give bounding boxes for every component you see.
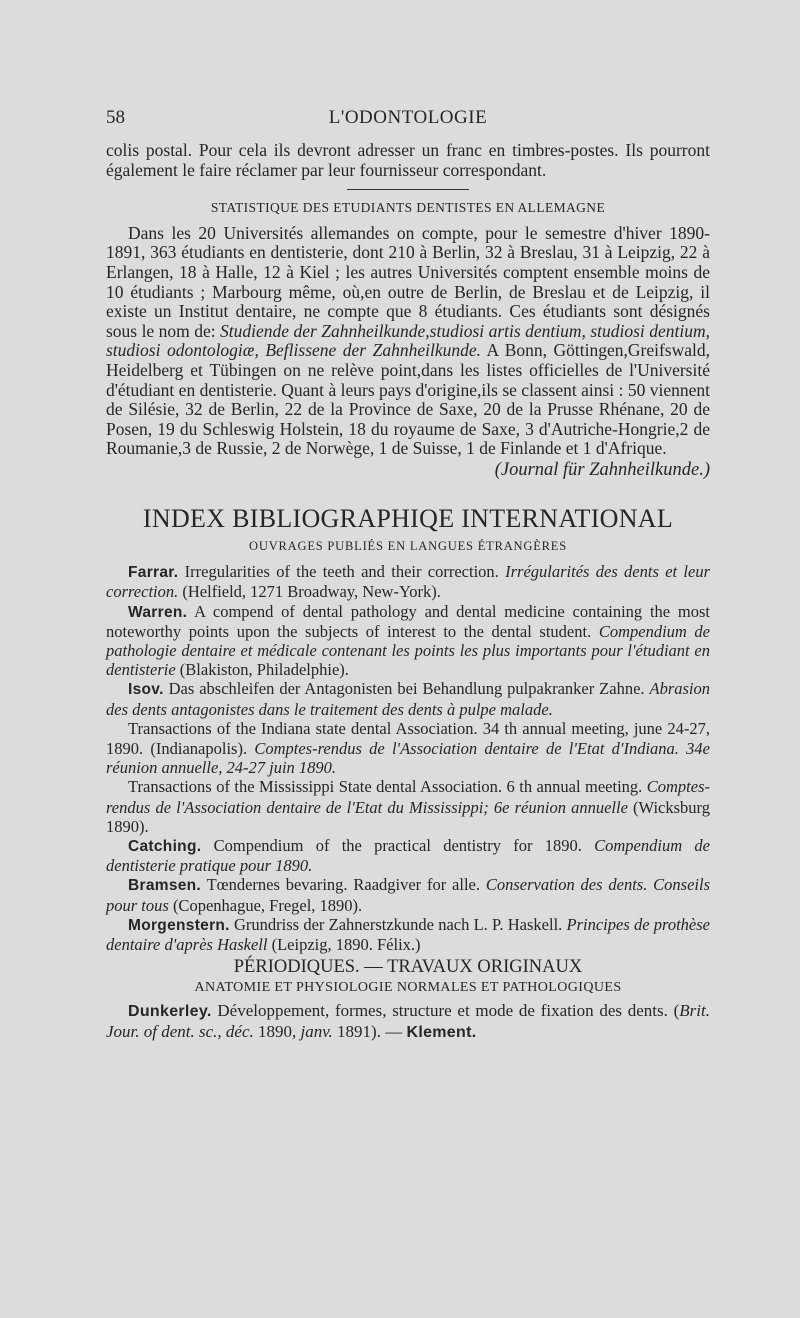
opening-paragraph: colis postal. Pour cela ils devront adresser un franc en timbres-postes. Ils pourront également le faire réclamer par leur fournisseur correspondant. bbox=[106, 140, 710, 180]
entry-author: Isov. bbox=[128, 681, 164, 699]
entry-french-title: Comptes-rendus de l'Association dentaire de l'Etat d'Indiana. 34e réunion annuelle, 24-27 juin 1890. bbox=[106, 738, 710, 778]
periodiques-subtitle: ANATOMIE ET PHYSIOLOGIE NORMALES ET PATHOLOGIQUES bbox=[194, 979, 622, 995]
entry-publisher: (Leipzig, 1890. Félix.) bbox=[267, 934, 421, 954]
entry-author: Bramsen. bbox=[128, 877, 202, 895]
bibliography-entry-bramsen bbox=[106, 875, 710, 914]
entry-date-month: janv. bbox=[300, 1021, 333, 1041]
entry-author: Farrar. bbox=[128, 564, 179, 582]
entry-date: 1890, bbox=[253, 1021, 301, 1041]
page-content bbox=[106, 141, 710, 1042]
entry-french-title: Principes de prothèse dentaire d'après Haskell bbox=[106, 914, 710, 954]
statistique-source: (Journal für Zahnheilkunde.) bbox=[494, 459, 710, 480]
page-header bbox=[106, 107, 710, 133]
entry-french-title: Conservation des dents. Conseils pour tous bbox=[106, 875, 710, 915]
entry-title: Irregularities of the teeth and their correction. bbox=[178, 562, 506, 582]
bibliography-entry-isov bbox=[106, 679, 710, 718]
entry-publisher: (Copenhague, Fregel, 1890). bbox=[168, 895, 363, 915]
entry-title: Tœndernes bevaring. Raadgiver for alle. bbox=[201, 875, 486, 895]
entry-journal: Brit. Jour. of dent. sc., déc. bbox=[106, 1001, 710, 1041]
entry-title: Transactions of the Indiana state dental Association. 34 th annual meeting, june 24-27, 1890. (Indianapolis). bbox=[106, 718, 710, 758]
entry-title: Grundriss der Zahnerstzkunde nach L. P. Haskell. bbox=[229, 914, 567, 934]
entry-title: Das abschleifen der Antagonisten bei Behandlung pulpakranker Zahne. bbox=[163, 679, 650, 699]
entry-author: Warren. bbox=[128, 603, 188, 621]
entry-title: Transactions of the Mississippi State dental Association. 6 th annual meeting. bbox=[128, 777, 647, 797]
entry-french-title: Comptes-rendus de l'Association dentaire de l'Etat du Mississippi; 6e réunion annuelle bbox=[106, 777, 710, 817]
statistique-text-1: Dans les 20 Universités allemandes on compte, pour le semestre d'hiver 1890-1891, 363 étudiants en dentisterie, dont 210 à Berlin, 32 à Breslau, 31 à Leipzig, 22 à Erlangen, 18 à Halle, 12 à Kiel ; les autres Universités comptent ensemble moins de 10 étudiants ; Marbourg même, où,en outre de Berlin, de Breslau et de Leipzig, il existe un Institut dentaire, ne compte que 8 étudiants. Ces étudiants sont désignés sous le nom de: bbox=[106, 222, 710, 341]
entry-french-title: Compendium de dentisterie pratique pour 1890. bbox=[106, 835, 710, 876]
entry-publisher: (Wicksburg 1890). bbox=[106, 797, 710, 836]
index-title: INDEX BIBLIOGRAPHIQE INTERNATIONAL bbox=[142, 503, 674, 533]
periodique-entry-dunkerley bbox=[106, 1001, 710, 1041]
bibliography-entry-morgenstern bbox=[106, 915, 710, 954]
entry-text: Développement, formes, structure et mode de fixation des dents. ( bbox=[211, 1001, 680, 1021]
entry-author: Catching. bbox=[128, 837, 202, 855]
entry-end: 1891). — bbox=[332, 1021, 407, 1041]
index-subtitle: OUVRAGES PUBLIÉS EN LANGUES ÉTRANGÈRES bbox=[249, 538, 567, 553]
bibliography-entry-mississippi bbox=[106, 777, 710, 836]
periodiques-title: PÉRIODIQUES. — TRAVAUX ORIGINAUX bbox=[233, 957, 583, 978]
section-divider bbox=[347, 189, 469, 190]
page-number: 58 bbox=[106, 107, 125, 128]
bibliography-entry-catching bbox=[106, 836, 710, 875]
bibliography-list bbox=[106, 562, 710, 954]
bibliography-entry-indiana bbox=[106, 719, 710, 778]
statistique-text-2: A Bonn, Göttingen,Greifswald, Heidelberg et Tübingen on ne relève point,dans les listes officielles de l'Université d'étudiant en dentisterie. Quant à leurs pays d'origine,ils se classent ainsi : 50 viennent de Silésie, 32 de Berlin, 22 de la Province de Saxe, 20 de la Prusse Rhénane, 20 de Posen, 19 du Schleswig Holstein, 18 du royaume de Saxe, 3 d'Autriche-Hongrie,2 de Roumanie,3 de Russie, 2 de Norwège, 1 de Suisse, 1 de Finlande et 1 d'Afrique. bbox=[106, 340, 710, 459]
entry-author: Dunkerley. bbox=[128, 1003, 212, 1021]
entry-title: A compend of dental pathology and dental medicine containing the most noteworthy points upon the subjects of interest to the dental student. bbox=[106, 601, 710, 641]
next-entry-author: Klement. bbox=[406, 1023, 477, 1041]
entry-french-title: Abrasion des dents antagonistes dans le traitement des dents à pulpe malade. bbox=[106, 679, 710, 719]
bibliography-entry-farrar bbox=[106, 562, 710, 601]
entry-french-title: Compendium de pathologie dentaire et médicale contenant les points les plus importants pour l'étudiant en dentisterie bbox=[106, 621, 710, 680]
running-title: L'ODONTOLOGIE bbox=[328, 107, 488, 128]
statistique-title: STATISTIQUE DES ETUDIANTS DENTISTES EN ALLEMAGNE bbox=[210, 200, 606, 216]
statistique-paragraph bbox=[106, 224, 710, 459]
entry-publisher: (Helfield, 1271 Broadway, New-York). bbox=[178, 582, 441, 602]
entry-author: Morgenstern. bbox=[128, 916, 230, 934]
bibliography-entry-warren bbox=[106, 602, 710, 680]
entry-title: Compendium of the practical dentistry for 1890. bbox=[201, 835, 595, 855]
statistique-italic-terms: Studiende der Zahnheilkunde,studiosi artis dentium, studiosi dentium, studiosi odontologiæ, Beflissene der Zahnheilkunde. bbox=[106, 320, 710, 361]
entry-publisher: (Blakiston, Philadelphie). bbox=[175, 660, 349, 680]
entry-french-title: Irrégularités des dents et leur correction. bbox=[106, 562, 710, 602]
